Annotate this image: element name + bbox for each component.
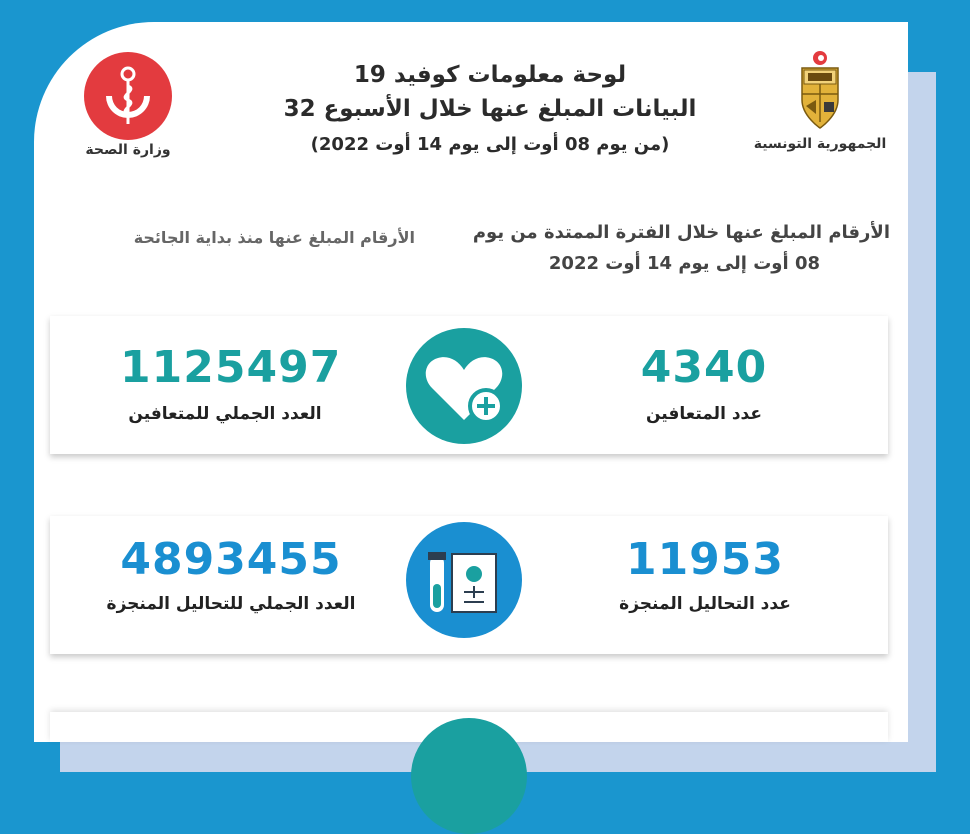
weekly-tests-label: عدد التحاليل المنجزة <box>619 594 791 614</box>
republic-caption: الجمهورية التونسية <box>753 136 887 152</box>
ministry-caption: وزارة الصحة <box>85 142 171 158</box>
title-line-2: البيانات المبلغ عنها خلال الأسبوع 32 <box>283 96 697 122</box>
ministry-logo <box>78 52 178 158</box>
weekly-recovered-label: عدد المتعافين <box>646 404 762 424</box>
republic-logo <box>745 50 895 152</box>
heart-plus-icon <box>406 328 522 444</box>
period-line-1: الأرقام المبلغ عنها خلال الفترة الممتدة من يوم <box>472 222 890 243</box>
next-card-icon <box>411 718 527 834</box>
tunisia-coat-of-arms-icon <box>792 50 848 134</box>
period-line-2: 08 أوت إلى يوم 14 أوت 2022 <box>548 253 820 274</box>
tests-card <box>50 516 888 654</box>
weekly-period-label <box>470 222 890 274</box>
recovered-card <box>50 316 888 454</box>
title-line-1: لوحة معلومات كوفيد 19 <box>353 62 627 88</box>
total-tests-label: العدد الجملي للتحاليل المنجزة <box>106 594 356 614</box>
cumulative-label: الأرقام المبلغ عنها منذ بداية الجائحة <box>133 228 415 247</box>
total-recovered-value: 1125497 <box>120 342 342 393</box>
total-tests-value: 4893455 <box>120 534 342 585</box>
title-date-range: (من يوم 08 أوت إلى يوم 14 أوت 2022) <box>310 134 670 155</box>
total-recovered-label: العدد الجملي للمتعافين <box>128 404 322 424</box>
weekly-tests-value: 11953 <box>625 534 785 585</box>
weekly-recovered-value: 4340 <box>640 342 768 393</box>
test-tube-icon <box>406 522 522 638</box>
page-title <box>230 58 750 162</box>
ministry-emblem-icon <box>84 52 172 140</box>
